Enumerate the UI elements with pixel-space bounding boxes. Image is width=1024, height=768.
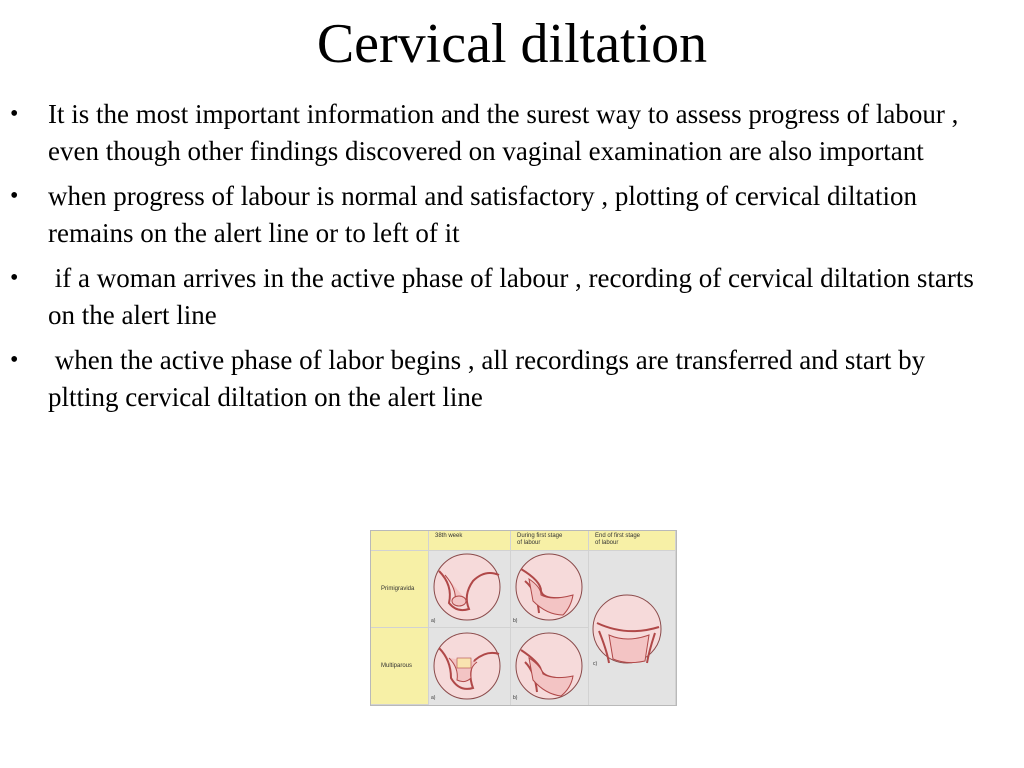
figure-panel [429, 551, 511, 628]
panel-sublabel: c) [593, 661, 598, 667]
bullet-icon: • [10, 183, 19, 209]
bullet-text: It is the most important information and the surest way to assess progress of labour , even though other findings discovered on vaginal examination are also important [48, 99, 966, 166]
cervix-illustration [429, 628, 511, 705]
bullet-item [0, 260, 1000, 334]
panel-sublabel: a) [431, 618, 436, 624]
bullet-text: when progress of labour is normal and satisfactory , plotting of cervical diltation remains on the alert line or to left of it [48, 181, 924, 248]
panel-sublabel: a) [431, 695, 436, 701]
figure-panel [511, 551, 589, 628]
bullet-icon: • [10, 101, 19, 127]
bullet-item [0, 178, 1000, 252]
bullet-list [0, 96, 1000, 424]
figure-panel [511, 628, 589, 705]
figure-panel [589, 551, 676, 705]
bullet-item [0, 96, 1000, 170]
cervix-diagram-figure [370, 530, 677, 706]
cervix-illustration [511, 551, 589, 628]
bullet-icon: • [10, 265, 19, 291]
figure-col-header: End of first stage of labour [589, 531, 676, 551]
slide-title: Cervical diltation [316, 13, 708, 75]
bullet-text: when the active phase of labor begins , all recordings are transferred and start by pltting cervical diltation on the alert line [48, 345, 932, 412]
cervix-illustration [511, 628, 589, 705]
panel-sublabel: b) [513, 695, 518, 701]
cervix-illustration [589, 551, 676, 705]
bullet-text: if a woman arrives in the active phase of labour , recording of cervical diltation starts on the alert line [48, 263, 981, 330]
figure-col-header: 38th week [429, 531, 511, 551]
figure-row-header: Multiparous [371, 628, 429, 705]
cervix-illustration [429, 551, 511, 628]
bullet-icon: • [10, 347, 19, 373]
figure-panel [429, 628, 511, 705]
panel-sublabel: b) [513, 618, 518, 624]
figure-row-header: Primigravida [371, 551, 429, 628]
bullet-item [0, 342, 1000, 416]
figure-col-header: During first stage of labour [511, 531, 589, 551]
figure-corner-cell [371, 531, 429, 551]
